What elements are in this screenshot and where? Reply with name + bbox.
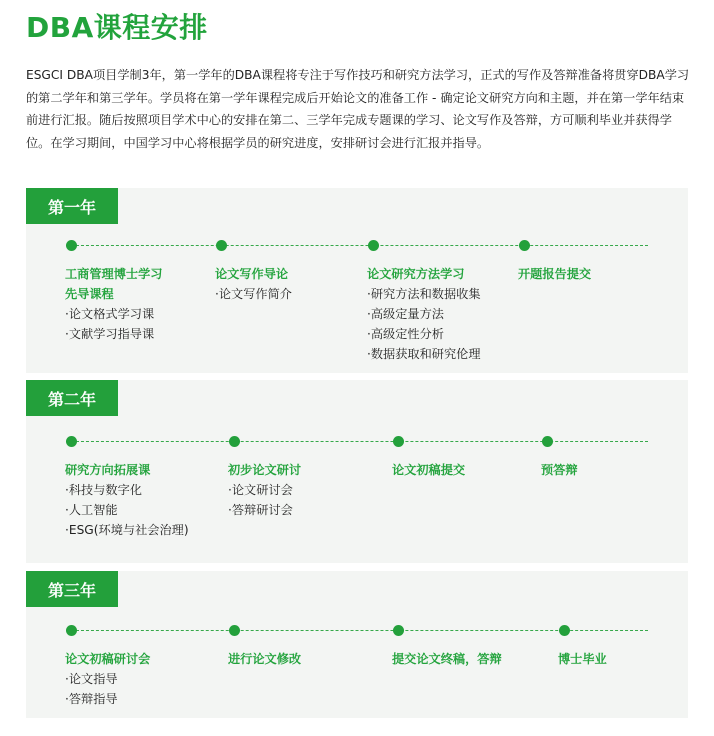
- year-panel-2: [26, 380, 688, 563]
- milestone: [65, 460, 189, 540]
- milestone-item: ·科技与数字化: [65, 483, 142, 497]
- timeline-dot: [368, 240, 379, 251]
- milestone-title: 论文研究方法学习: [367, 267, 465, 281]
- milestone: [215, 264, 292, 304]
- milestone-item: ·ESG(环境与社会治理): [65, 523, 189, 537]
- milestone-item: ·答辩指导: [65, 692, 118, 706]
- milestone-title: 工商管理博士学习: [65, 267, 163, 281]
- milestone-title: 提交论文终稿，答辩: [392, 652, 502, 666]
- milestone-item: ·论文指导: [65, 672, 118, 686]
- milestone-title: 先导课程: [65, 287, 114, 301]
- milestone-item: ·数据获取和研究伦理: [367, 347, 481, 361]
- year-label: 第一年: [26, 188, 118, 224]
- timeline-dot: [393, 436, 404, 447]
- milestone-title: 论文初稿研讨会: [65, 652, 151, 666]
- milestone: [65, 649, 150, 709]
- milestone-title: 论文写作导论: [215, 267, 289, 281]
- milestone-item: ·论文写作简介: [215, 287, 292, 301]
- milestone: [228, 460, 301, 520]
- timeline-line: [66, 245, 648, 246]
- milestone: [65, 264, 163, 344]
- milestone-title: 初步论文研讨: [228, 463, 302, 477]
- year-panel-3: [26, 571, 688, 718]
- timeline-dot: [66, 240, 77, 251]
- milestone-item: ·高级定性分析: [367, 327, 444, 341]
- milestone-title: 论文初稿提交: [392, 463, 466, 477]
- milestone: [541, 460, 578, 480]
- timeline-dot: [559, 625, 570, 636]
- timeline-dot: [66, 625, 77, 636]
- milestone-title: 研究方向拓展课: [65, 463, 151, 477]
- timeline-dot: [393, 625, 404, 636]
- milestone: [558, 649, 607, 669]
- milestone-item: ·论文格式学习课: [65, 307, 155, 321]
- timeline-line: [66, 441, 648, 442]
- intro-paragraph: ESGCI DBA项目学制3年，第一学年的DBA课程将专注于写作技巧和研究方法学习，正式的写作及答辩准备将贯穿DBA学习的第二学年和第三学年。学员将在第一学年课程完成后开始论文的准备工作 - 确定论文研究方向和主题，并在第一学年结束前进行汇报。随后按照项目学术中心的安排在第二、三学年完成专题课的学习、论文写作及答辩，方可顺利毕业并获得学位。在学习期间，中国学习中心将根据学员的研究进度，安排研讨会进行汇报并指导。: [26, 68, 690, 150]
- timeline-dot: [229, 436, 240, 447]
- milestone-title: 进行论文修改: [228, 652, 302, 666]
- milestone: [392, 649, 502, 669]
- year-panel-1: [26, 188, 688, 373]
- milestone-item: ·答辩研讨会: [228, 503, 293, 517]
- timeline-dot: [66, 436, 77, 447]
- milestone: [518, 264, 591, 284]
- milestone-title: 开题报告提交: [518, 267, 592, 281]
- milestone: [367, 264, 481, 364]
- year-label: 第二年: [26, 380, 118, 416]
- page-title: DBA课程安排: [26, 11, 208, 44]
- milestone-title: 预答辩: [541, 463, 578, 477]
- timeline-dot: [229, 625, 240, 636]
- timeline-dot: [542, 436, 553, 447]
- milestone: [228, 649, 301, 669]
- milestone-item: ·文献学习指导课: [65, 327, 155, 341]
- milestone-item: ·研究方法和数据收集: [367, 287, 481, 301]
- milestone-item: ·人工智能: [65, 503, 118, 517]
- milestone-title: 博士毕业: [558, 652, 607, 666]
- milestone: [392, 460, 465, 480]
- milestone-item: ·论文研讨会: [228, 483, 293, 497]
- milestone-item: ·高级定量方法: [367, 307, 444, 321]
- year-label: 第三年: [26, 571, 118, 607]
- timeline-dot: [519, 240, 530, 251]
- timeline-dot: [216, 240, 227, 251]
